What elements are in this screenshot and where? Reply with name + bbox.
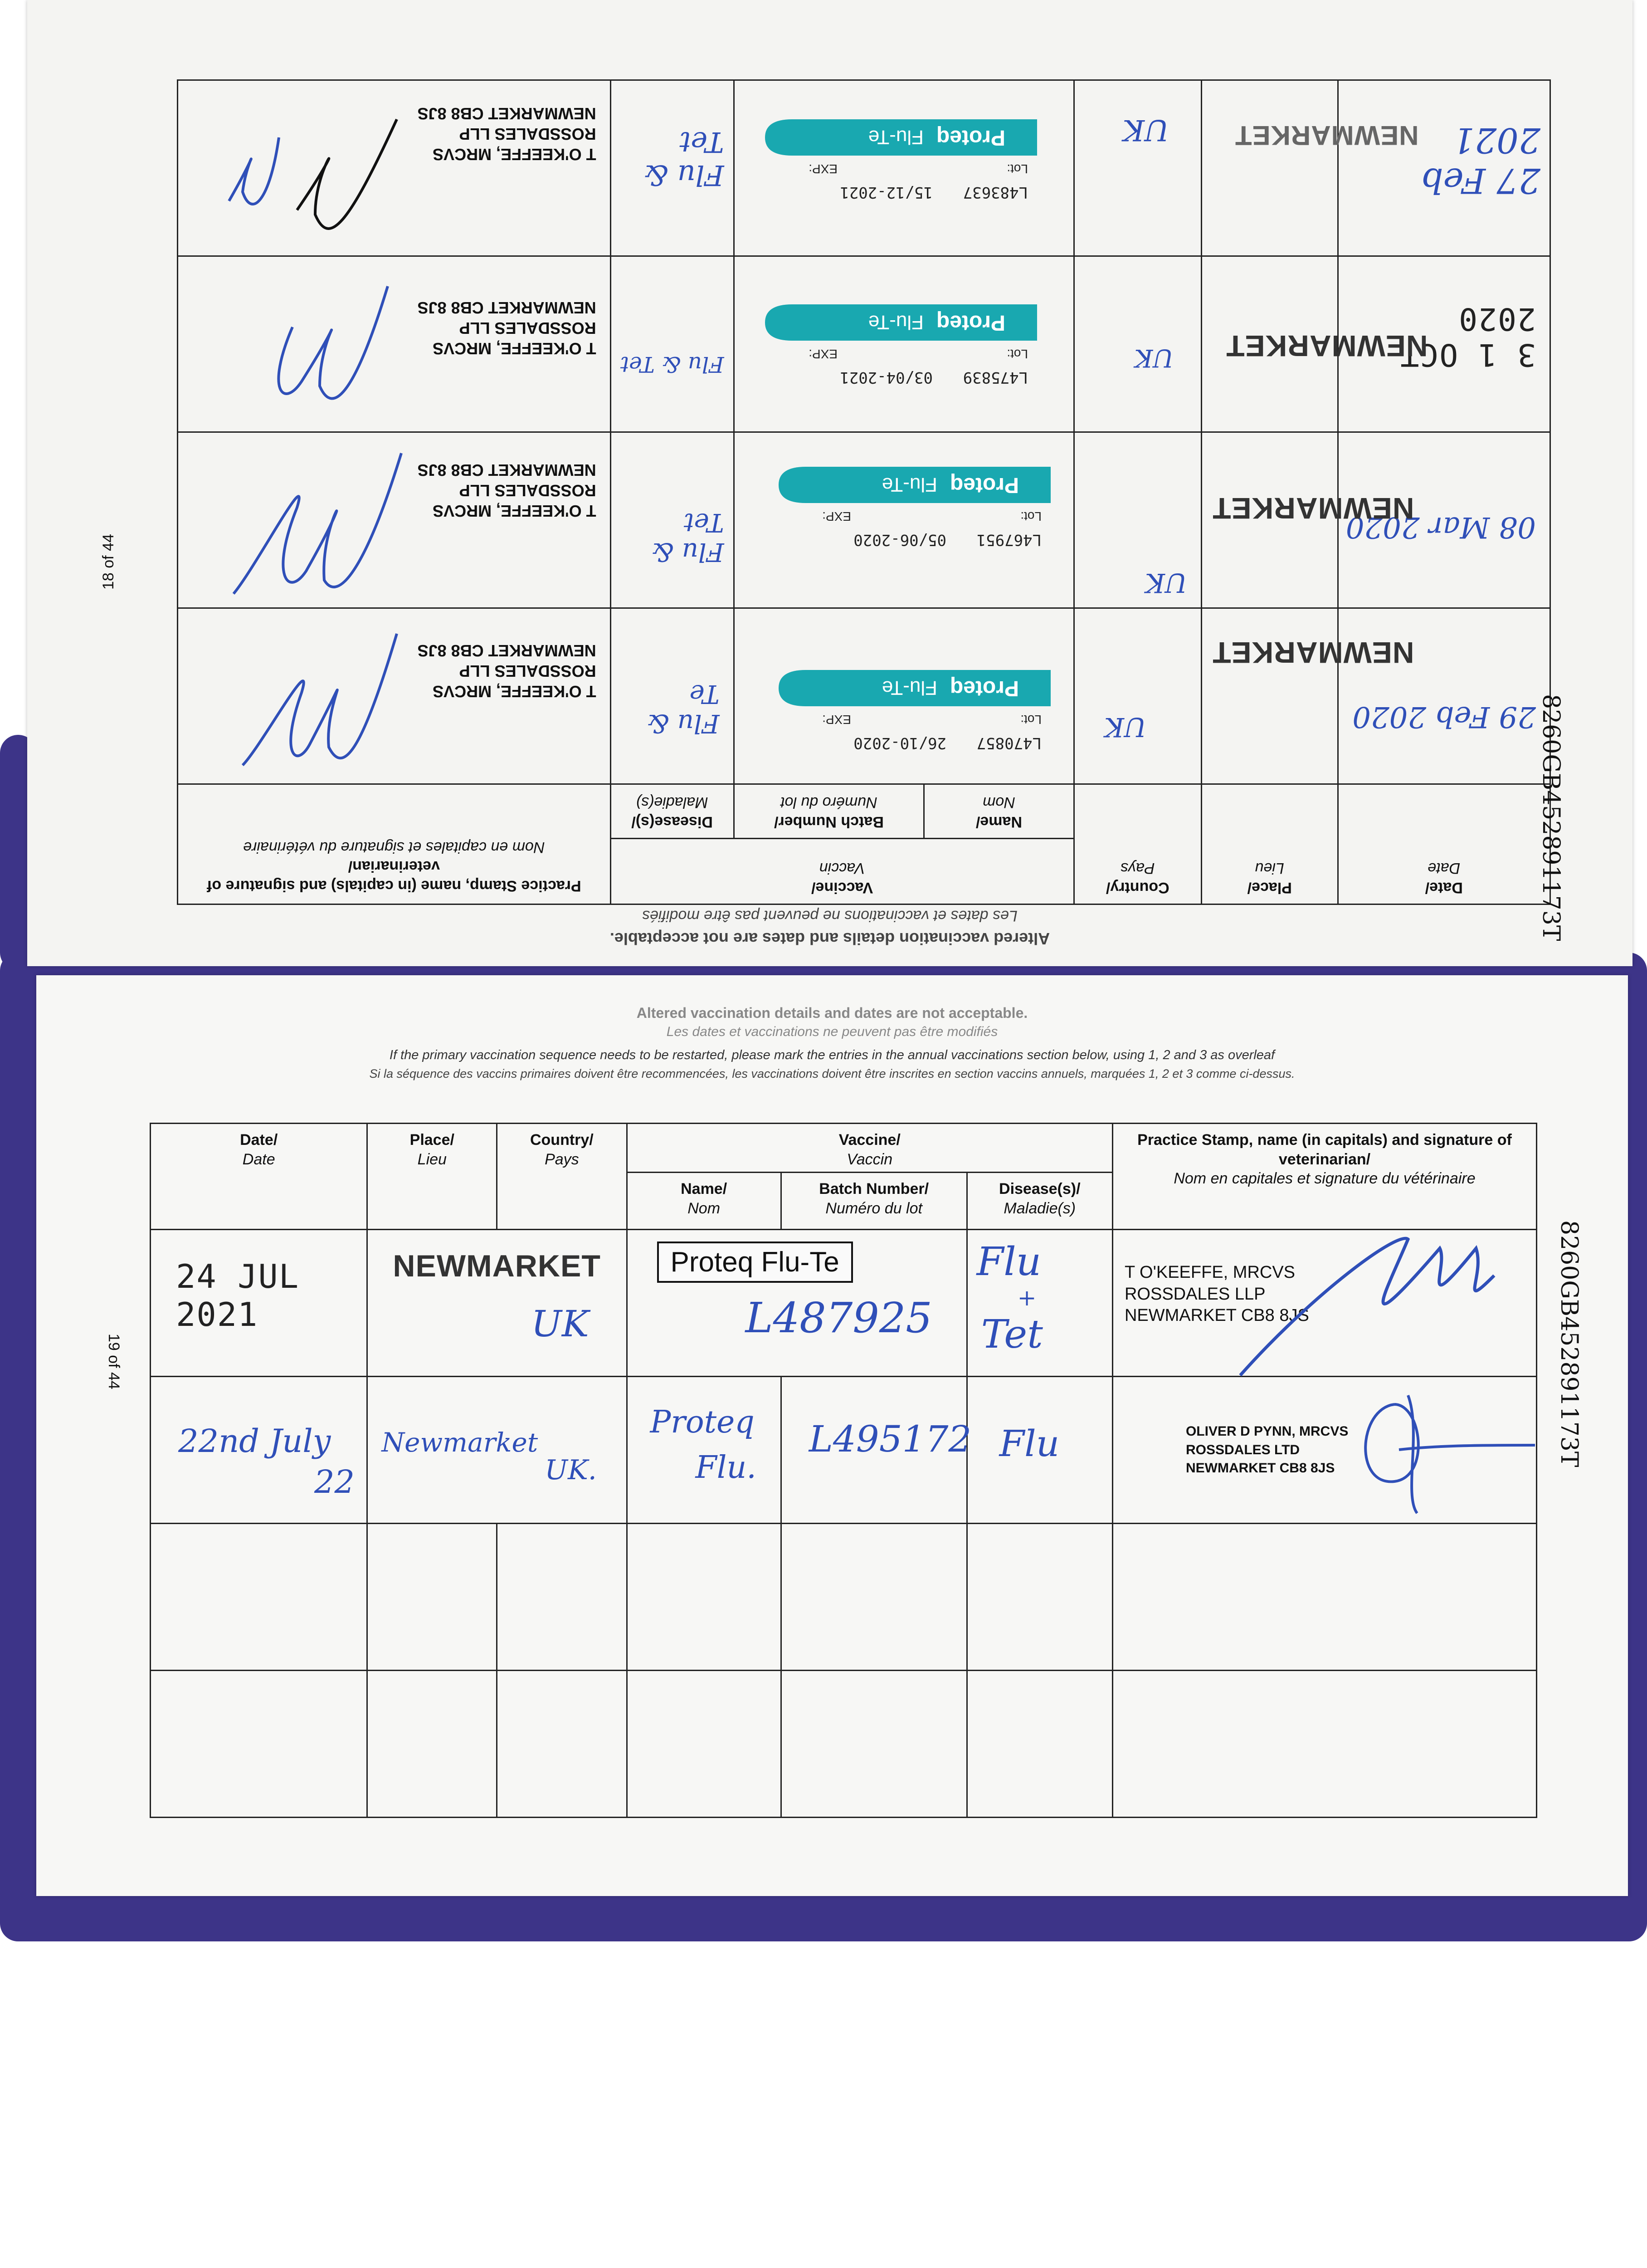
hdr-name: Name/ (681, 1180, 727, 1198)
disease-cell-3: Tet (981, 1312, 1043, 1357)
place-cell: NEWMARKET (1226, 329, 1428, 363)
altered-notice-bottom: Altered vaccination details and dates are not acceptable. (636, 1005, 1028, 1021)
hdr-date: Date/ (240, 1131, 278, 1149)
signature (188, 259, 415, 431)
hdr-place: Place/ (1247, 879, 1292, 896)
sticker-exp-label: EXP: (822, 713, 851, 727)
vet-stamp (418, 460, 596, 521)
proteq-sticker (770, 458, 1060, 557)
sticker-exp-label: EXP: (822, 509, 851, 523)
passport-id-bottom: 8260GB452891173T (1555, 1220, 1583, 1467)
sticker-exp: 15/12-2021 (839, 183, 933, 201)
vet-line-1: T O'KEEFFE, MRCVS (1124, 1263, 1296, 1282)
sticker-product: Flu-Te (868, 126, 924, 148)
sticker-exp: 05/06-2020 (853, 531, 946, 549)
sticker-lot-label: Lot: (1006, 162, 1028, 176)
hdr-country: Country/ (1106, 879, 1169, 896)
page-19 (36, 975, 1628, 1896)
disease-cell: Flu (999, 1422, 1060, 1465)
hdr-vaccine: Vaccine/ (838, 1131, 901, 1149)
disease-cell-1: Flu (976, 1239, 1042, 1285)
proteq-sticker (756, 110, 1046, 210)
hdr-name-fr: Nom (687, 1199, 721, 1217)
vet-stamp (418, 103, 596, 165)
place-cell: Newmarket (381, 1427, 538, 1458)
date-cell: 29 Feb 2020 (1352, 700, 1536, 733)
hdr-stamp: Practice Stamp, name (in capitals) and signature of veterinarian/ (206, 858, 581, 894)
sticker-brand: Proteq (936, 311, 1005, 335)
vet-line-1: T O'KEEFFE, MRCVS (433, 682, 596, 701)
sticker-lot-label: Lot: (1020, 509, 1042, 523)
hdr-date-fr: Date (242, 1150, 275, 1168)
country-cell: UK (1104, 712, 1146, 743)
page-number-19: 19 of 44 (105, 1334, 122, 1389)
top-vaccination-table (177, 79, 1551, 905)
place-cell: NEWMARKET (1212, 636, 1414, 670)
altered-notice: Altered vaccination details and dates are not acceptable. (609, 929, 1050, 948)
disease-cell: Flu & Tet (651, 508, 724, 567)
vet-stamp (418, 298, 596, 359)
name-cell-2: Flu. (695, 1450, 756, 1486)
vet-line-2: ROSSDALES LLP (459, 662, 596, 680)
sticker-exp: 03/04-2021 (839, 368, 933, 386)
sticker-brand: Proteq (950, 473, 1019, 497)
table-row (151, 1377, 1537, 1524)
sticker-lot: L467951 (976, 531, 1042, 549)
vet-stamp (418, 640, 596, 702)
hdr-country: Country/ (530, 1131, 594, 1149)
page-18-content (27, 0, 1632, 966)
sticker-brand: Proteq (936, 126, 1005, 150)
hdr-name: Name/ (975, 813, 1022, 831)
sticker-exp-label: EXP: (808, 347, 838, 361)
passport-id-top: 8260GB452891173T (1537, 694, 1564, 941)
primary-sequence-notice-fr: Si la séquence des vaccins primaires doivent être recommencées, les vaccinations doivent être inscrites en section vaccins annuels, marquées 1, 2 et 3 comme ci-dessus. (369, 1067, 1295, 1080)
hdr-disease: Disease(s)/ (999, 1180, 1081, 1198)
vet-line-3: NEWMARKET CB8 8JS (1124, 1306, 1309, 1325)
table-row (151, 1230, 1537, 1377)
vet-line-1: T O'KEEFFE, MRCVS (433, 502, 596, 520)
primary-sequence-notice: If the primary vaccination sequence needs to be restarted, please mark the entries in the annual vaccinations section below, using 1, 2 and 3 as overleaf (389, 1048, 1275, 1062)
sticker-lot-label: Lot: (1006, 347, 1028, 361)
country-cell: UK. (545, 1454, 597, 1486)
page-18 (27, 0, 1632, 966)
batch-cell: L487925 (745, 1294, 932, 1342)
signature (188, 611, 415, 783)
table-row (178, 608, 1550, 784)
place-cell: NEWMARKET (393, 1249, 601, 1283)
table-row (178, 432, 1550, 608)
hdr-place-fr: Lieu (1255, 860, 1284, 877)
hdr-date: Date/ (1425, 879, 1463, 896)
batch-cell: L495172 (809, 1418, 972, 1460)
hdr-vaccine-fr: Vaccin (819, 860, 865, 877)
vet-line-3: NEWMARKET CB8 8JS (417, 461, 596, 479)
signature (188, 83, 415, 255)
bottom-vaccination-table (150, 1123, 1537, 1818)
hdr-batch: Batch Number/ (819, 1180, 929, 1198)
vet-line-2: ROSSDALES LLP (1124, 1284, 1266, 1304)
vet-line-2: ROSSDALES LLP (459, 125, 596, 143)
vet-stamp (1186, 1422, 1348, 1478)
place-cell: NEWMARKET (1234, 120, 1419, 151)
date-cell-2: 22 (314, 1463, 355, 1501)
hdr-name-fr: Nom (983, 794, 1015, 811)
vet-line-1: OLIVER D PYNN, MRCVS (1185, 1424, 1349, 1439)
signature (1204, 1221, 1521, 1384)
hdr-batch-fr: Numéro du lot (825, 1199, 922, 1217)
page-number-18: 18 of 44 (100, 534, 117, 590)
hdr-country-fr: Pays (545, 1150, 579, 1168)
hdr-disease-fr: Maladie(s) (636, 794, 708, 811)
table-row-empty (151, 1671, 1537, 1818)
vet-line-3: NEWMARKET CB8 8JS (1185, 1461, 1335, 1476)
hdr-stamp: Practice Stamp, name (in capitals) and signature of veterinarian/ (1137, 1131, 1512, 1168)
hdr-batch: Batch Number/ (774, 813, 884, 831)
hdr-place: Place/ (409, 1131, 454, 1149)
vet-line-3: NEWMARKET CB8 8JS (417, 104, 596, 123)
country-cell: UK (1145, 567, 1187, 598)
date-cell: 3 1 OCT 2020 (1399, 301, 1536, 372)
signature (188, 435, 415, 607)
hdr-stamp-fr: Nom en capitales et signature du vétérinaire (1174, 1170, 1476, 1187)
country-cell: UK (1135, 344, 1174, 372)
vet-line-3: NEWMARKET CB8 8JS (417, 641, 596, 660)
disease-cell: Flu & Tet (620, 352, 724, 377)
country-cell: UK (1123, 113, 1169, 147)
sticker-exp-label: EXP: (808, 162, 838, 176)
table-row (178, 256, 1550, 432)
altered-notice-bottom-fr: Les dates et vaccinations ne peuvent pas être modifiés (666, 1024, 998, 1039)
hdr-disease: Disease(s)/ (631, 813, 713, 831)
sticker-product: Flu-Te (882, 474, 937, 496)
proteq-sticker (756, 295, 1046, 395)
date-cell-1: 22nd July (178, 1422, 331, 1460)
disease-cell: Flu & Tet (643, 126, 724, 192)
sticker-lot: L475839 (963, 368, 1028, 386)
hdr-vaccine-fr: Vaccin (847, 1150, 893, 1168)
disease-cell: Flu & Te (647, 679, 720, 738)
date-cell: 08 Mar 2020 (1345, 510, 1536, 544)
date-cell: 27 Feb 2021 (1421, 120, 1540, 201)
hdr-place-fr: Lieu (417, 1150, 447, 1168)
vet-line-2: ROSSDALES LTD (1185, 1442, 1300, 1457)
table-row-empty (151, 1524, 1537, 1671)
vet-line-1: T O'KEEFFE, MRCVS (433, 145, 596, 164)
sticker-product: Flu-Te (868, 311, 924, 333)
sticker-lot: L483637 (963, 183, 1028, 201)
country-cell: UK (531, 1303, 589, 1345)
vet-line-3: NEWMARKET CB8 8JS (417, 298, 596, 317)
vet-line-2: ROSSDALES LLP (459, 481, 596, 500)
hdr-country-fr: Pays (1120, 860, 1155, 877)
table-row (178, 80, 1550, 256)
vet-line-2: ROSSDALES LLP (459, 319, 596, 337)
sticker-product: Flu-Te (882, 677, 937, 699)
sticker-lot: L470857 (976, 734, 1042, 752)
sticker-brand: Proteq (950, 676, 1019, 700)
vet-line-1: T O'KEEFFE, MRCVS (433, 339, 596, 358)
hdr-vaccine: Vaccine/ (811, 879, 873, 896)
sticker-exp: 26/10-2020 (853, 734, 946, 752)
hdr-date-fr: Date (1428, 860, 1461, 877)
disease-cell-2: + (1017, 1285, 1037, 1311)
altered-notice-fr: Les dates et vaccinations ne peuvent pas être modifiés (642, 907, 1018, 924)
name-cell-1: Proteq (650, 1404, 755, 1440)
date-cell: 24 JUL 2021 (176, 1257, 300, 1334)
proteq-name-stamp: Proteq Flu-Te (657, 1242, 853, 1283)
signature (1340, 1377, 1549, 1522)
hdr-stamp-fr: Nom en capitales et signature du vétérinaire (243, 839, 545, 856)
place-cell: NEWMARKET (1212, 492, 1414, 525)
proteq-sticker (770, 661, 1060, 761)
hdr-disease-fr: Maladie(s) (1004, 1199, 1076, 1217)
sticker-lot-label: Lot: (1020, 713, 1042, 727)
hdr-batch-fr: Numéro du lot (780, 794, 877, 811)
